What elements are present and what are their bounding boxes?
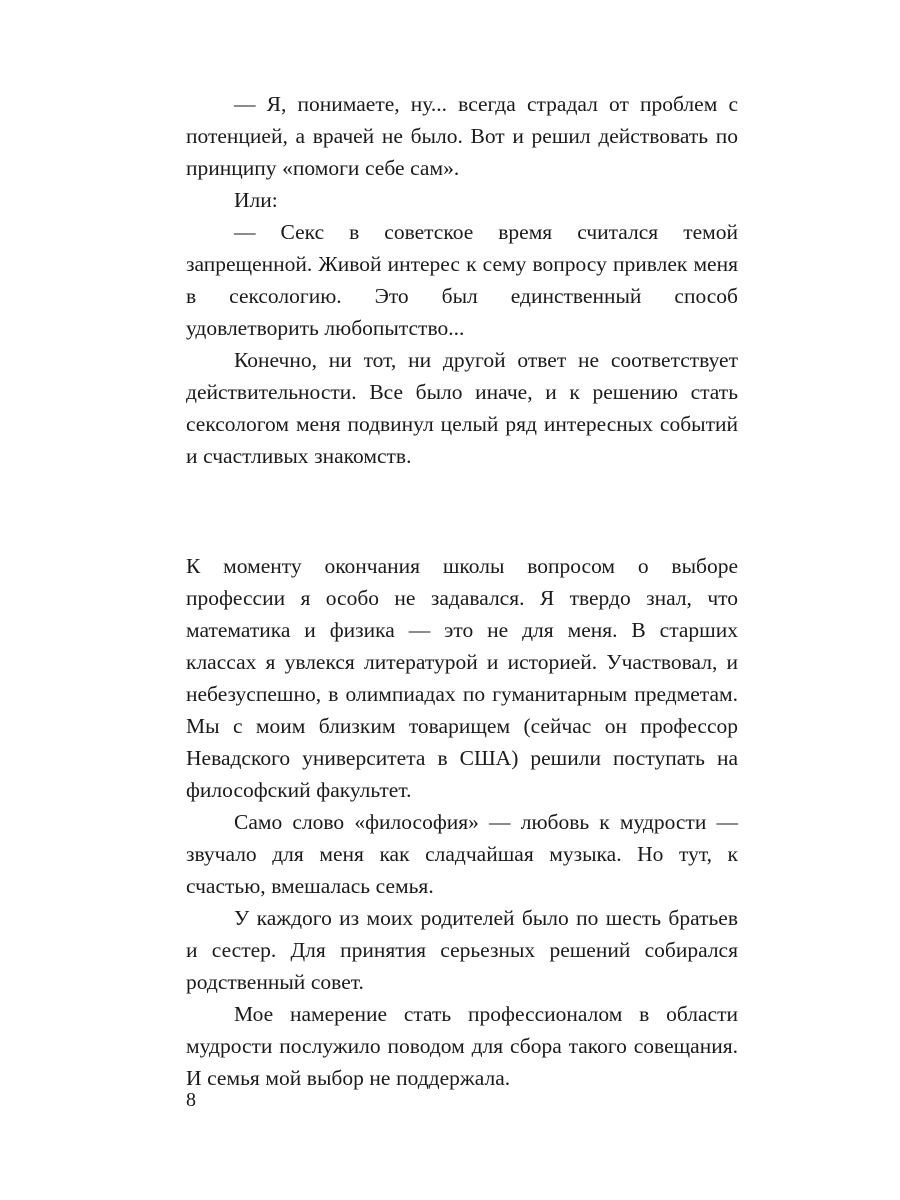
text-section-biography [186, 550, 738, 1094]
paragraph: Само слово «философия» — любовь к мудрости — звучало для меня как сладчайшая музыка. Но тут, к счастью, вмешалась семья. [186, 810, 738, 898]
paragraph: — Я, понимаете, ну... всегда страдал от проблем с потенцией, а врачей не было. Вот и решил действовать по принципу «помоги себе сам». [186, 92, 738, 180]
page-number: 8 [186, 1089, 196, 1111]
paragraph: Конечно, ни тот, ни другой ответ не соответствует действительности. Все было иначе, и к решению стать сексологом меня подвинул целый ряд интересных событий и счастливых знакомств. [186, 348, 738, 468]
section-divider [186, 472, 738, 550]
paragraph: Мое намерение стать профессионалом в области мудрости послужило поводом для сбора такого совещания. И семья мой выбор не поддержала. [186, 1002, 738, 1090]
body-text-column [186, 88, 738, 1094]
paragraph: У каждого из моих родителей было по шесть братьев и сестер. Для принятия серьезных решений собирался родственный совет. [186, 906, 738, 994]
paragraph: К моменту окончания школы вопросом о выборе профессии я особо не задавался. Я твердо знал, что математика и физика — это не для меня. В старших классах я увлекся литературой и историей. Участвовал, и небезуспешно, в олимпиадах по гуманитарным предметам. Мы с моим близким товарищем (сейчас он профессор Невадского университета в США) решили поступать на философский факультет. [186, 554, 738, 802]
text-section-dialogue [186, 88, 738, 472]
paragraph: Или: [234, 188, 278, 212]
paragraph: — Секс в советское время считался темой запрещенной. Живой интерес к сему вопросу привлек меня в сексологию. Это был единственный способ удовлетворить любопытство... [186, 220, 738, 340]
